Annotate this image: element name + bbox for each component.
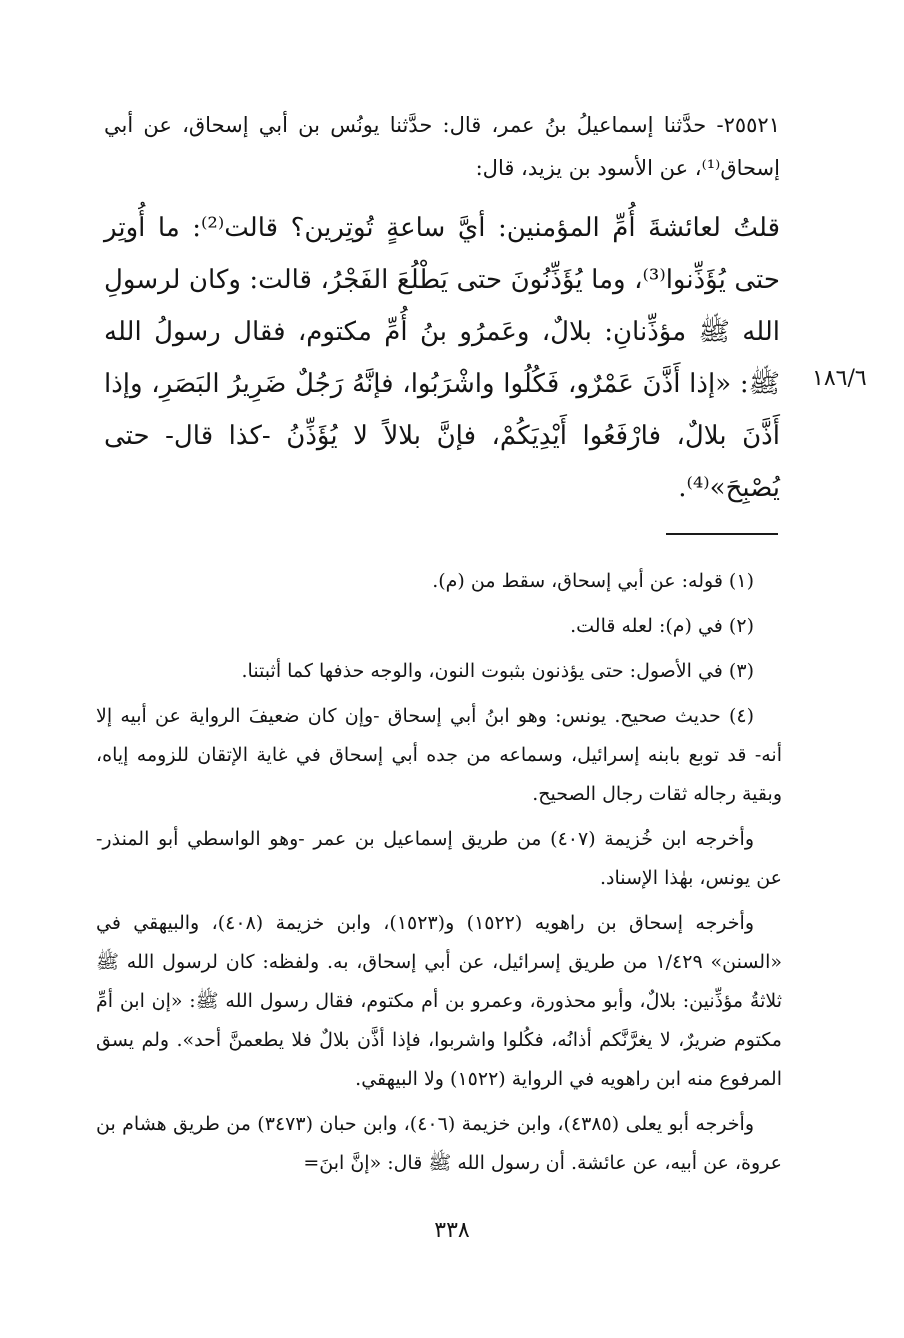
hadith-text: قلتُ لعائشةَ أُمِّ المؤمنين: أيَّ ساعةٍ تُوتِرين؟ قالت⁽²⁾: ما أُوتِر حتى يُؤَذِّنوا⁽³⁾، وما يُؤَذِّنُونَ حتى يَطْلُعَ الفَجْرُ، قالت: وكان لرسولِ الله ﷺ مؤذِّنانِ: بلالٌ، وعَمرُو بنُ أُمِّ مكتوم، فقال رسولُ الله ﷺ: «إذا أَذَّنَ عَمْرٌو، فَكُلُوا واشْرَبُوا، فإنَّهُ رَجُلٌ ضَرِيرُ البَصَرِ، وإذا أَذَّنَ بلالٌ، فارْفَعُوا أَيْدِيَكُمْ، فإنَّ بلالاً لا يُؤَذِّنُ -كذا قال- حتى يُصْبِحَ»⁽⁴⁾. (104, 213, 780, 503)
footnote-separator-rule (666, 533, 778, 535)
footnote-4-continuation-2: وأخرجه إسحاق بن راهويه (١٥٢٢) و(١٥٢٣)، وابن خزيمة (٤٠٨)، والبيهقي في «السنن» ١/٤٢٩ من طريق إسرائيل، عن أبي إسحاق، به. ولفظه: كان لرسول الله ﷺ ثلاثةُ مؤذِّنين: بلالٌ، وأبو محذورة، وعمرو بن أم مكتوم، فقال رسول الله ﷺ: «إن ابن أمِّ مكتوم ضريرٌ، لا يغرَّنَّكم أذانُه، فكُلوا واشربوا، فإذا أذَّن بلالٌ فلا يطعمنَّ أحد». ولم يسق المرفوع منه ابن راهويه في الرواية (١٥٢٢) ولا البيهقي. (96, 912, 782, 1090)
margin-volume-page-reference: ١٨٦/٦ (812, 366, 867, 391)
footnote-4-continuation-3: وأخرجه أبو يعلى (٤٣٨٥)، وابن خزيمة (٤٠٦)، وابن حبان (٣٤٧٣) من طريق هشام بن عروة، عن أبيه، عن عائشة. أن رسول الله ﷺ قال: «إنَّ ابنَ= (96, 1113, 782, 1174)
footnote-4-continuation-1: وأخرجه ابن خُزيمة (٤٠٧) من طريق إسماعيل بن عمر -وهو الواسطي أبو المنذر- عن يونس، بهٰذا الإسناد. (96, 828, 782, 889)
footnote-2: (٢) في (م): لعله قالت. (570, 615, 754, 637)
footnote-3: (٣) في الأصول: حتى يؤذنون بثبوت النون، والوجه حذفها كما أثبتنا. (241, 660, 754, 682)
footnote-1: (١) قوله: عن أبي إسحاق، سقط من (م). (432, 570, 754, 592)
page-number: ٣٣٨ (434, 1218, 470, 1243)
footnote-4: (٤) حديث صحيح. يونس: وهو ابنُ أبي إسحاق -وإن كان ضعيفَ الرواية عن أبيه إلا أنه- قد توبع بابنه إسرائيل، وسماعه من جده أبي إسحاق في غاية الإتقان للزومه إياه، وبقية رجاله ثقات رجال الصحيح. (96, 705, 782, 805)
footnotes-section (96, 562, 782, 1189)
hadith-chain-header: ٢٥٥٢١- حدَّثنا إسماعيلُ بنُ عمر، قال: حدَّثنا يونُس بن أبي إسحاق، عن أبي إسحاق⁽¹⁾، عن الأسود بن يزيد، قال: (104, 113, 780, 180)
